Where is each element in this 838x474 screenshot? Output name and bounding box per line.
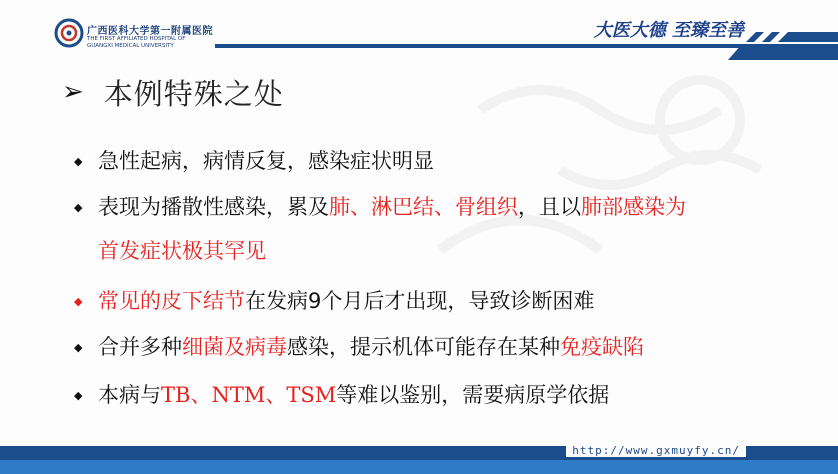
bullet-segment-red: TB、NTM、TSM	[161, 383, 337, 407]
bullet-segment: 合并多种	[98, 335, 182, 359]
slide-title: 本例特殊之处	[103, 76, 284, 111]
bullet-segment: 急性起病，病情反复，感染症状明显	[98, 149, 434, 173]
slide-heading	[62, 72, 284, 112]
header-rule	[215, 44, 755, 48]
footer-bar-light	[0, 460, 838, 474]
bullet-segment: 表现为播散性感染，累及	[98, 195, 329, 219]
diamond-bullet-icon: ◆	[74, 201, 83, 214]
hospital-motto: 大医大德 至臻至善	[593, 20, 744, 41]
hospital-logo-icon	[54, 18, 84, 48]
institution-name-cn: 广西医科大学第一附属医院	[87, 26, 213, 37]
diamond-bullet-icon: ◆	[74, 155, 83, 168]
bullet-text	[98, 324, 798, 371]
institution-en-line2: GUANGXI MEDICAL UNIVERSITY	[87, 43, 174, 49]
bullet-text	[98, 278, 798, 325]
bullet-segment: 本病与	[98, 383, 161, 407]
bullet-segment-red: 肺部感染为	[581, 195, 686, 219]
arrow-bullet-icon: ➢	[62, 77, 84, 107]
header	[0, 0, 838, 62]
bullet-segment-red: 常见的皮下结节	[98, 289, 245, 313]
bullet-segment: 等难以鉴别，需要病原学依据	[336, 383, 610, 407]
website-url: http://www.gxmuyfy.cn/	[566, 444, 746, 457]
bullet-segment: 感染，提示机体可能存在某种	[287, 335, 560, 359]
bullet-segment-red: 首发症状极其罕见	[98, 239, 266, 263]
diamond-bullet-icon: ◆	[74, 341, 83, 354]
bullet-segment-red: 肺、淋巴结、骨组织	[329, 195, 518, 219]
bullet-segment: ，且以	[518, 195, 581, 219]
diamond-bullet-icon: ◆	[74, 389, 83, 402]
bullet-text	[98, 138, 798, 185]
bullet-text	[98, 184, 798, 231]
diamond-bullet-icon: ◆	[74, 295, 83, 308]
bullet-segment-red: 细菌及病毒	[182, 335, 287, 359]
bullet-segment-red: 免疫缺陷	[560, 335, 644, 359]
header-stripes	[728, 30, 838, 60]
bullet-segment: 在发病9个月后才出现，导致诊断困难	[245, 289, 595, 313]
institution-en-line1: THE FIRST AFFILIATED HOSPITAL OF	[87, 36, 186, 42]
bullet-text	[98, 372, 798, 419]
institution-name-en	[87, 36, 185, 50]
